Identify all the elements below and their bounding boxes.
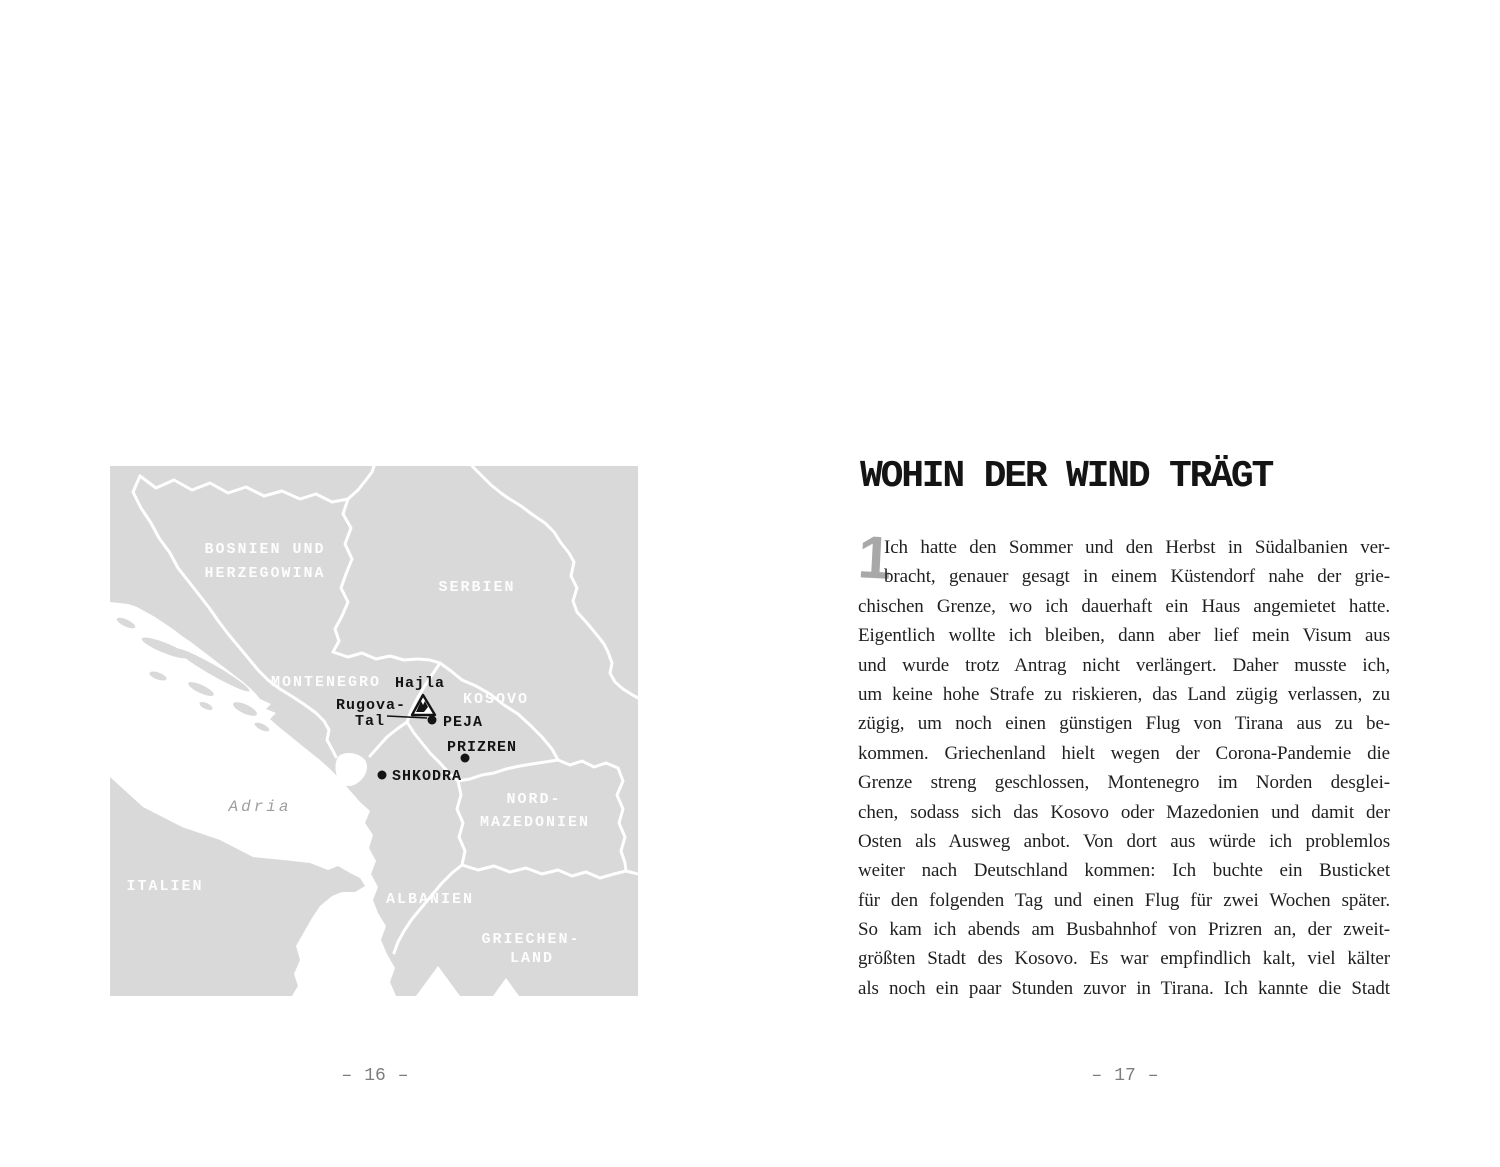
body-line: chen, sodass sich das Kosovo oder Mazedonien und damit der (858, 801, 1390, 823)
body-line: für den folgenden Tag und einen Flug für zwei Wochen später. (858, 889, 1390, 911)
label-prizren: PRIZREN (446, 739, 518, 756)
label-italien: ITALIEN (126, 878, 204, 895)
footer-dash: – (1091, 1066, 1103, 1086)
label-griechenland-line2: LAND (509, 950, 555, 967)
balkan-map (110, 466, 638, 996)
label-peja: PEJA (443, 714, 484, 731)
body-line: bracht, genauer gesagt in einem Küstendorf nahe der grie- (884, 566, 1390, 588)
label-hajla: Hajla (394, 675, 446, 692)
label-griechenland-line1: GRIECHEN- (481, 931, 581, 948)
body-line: So kam ich abends am Busbahnhof von Prizren an, der zweit- (858, 919, 1390, 941)
footer-dash: – (1147, 1066, 1159, 1086)
body-line: chischen Grenze, wo ich dauerhaft ein Haus angemietet hatte. (858, 595, 1390, 617)
city-dot-peja (428, 716, 437, 725)
body-line: um keine hohe Strafe zu riskieren, das Land zügig verlassen, zu (858, 683, 1390, 705)
label-rugova-line1: Rugova- (335, 697, 406, 714)
footer-dash: – (341, 1066, 353, 1086)
body-line: Osten als Ausweg anbot. Von dort aus würde ich problemlos (858, 830, 1390, 852)
page-number-value: 17 (1114, 1066, 1136, 1086)
body-line: als noch ein paar Stunden zuvor in Tirana. Ich kannte die Stadt (858, 977, 1390, 999)
chapter-number: 1 (856, 523, 894, 592)
page-number-left (341, 1066, 408, 1086)
label-nordmazedonien-line2: MAZEDONIEN (479, 814, 591, 831)
label-rugova-line2: Tal (354, 713, 385, 730)
body-line: kommen. Griechenland hielt wegen der Corona-Pandemie die (858, 742, 1390, 764)
label-bosnien-line2: HERZEGOWINA (204, 565, 326, 582)
body-paragraph (858, 533, 1390, 1003)
body-line: zügig, um noch einen günstigen Flug von Tirana aus zu be- (858, 713, 1390, 735)
label-serbien: SERBIEN (438, 579, 516, 596)
body-line: Eigentlich wollte ich bleiben, dann aber lief mein Visum aus (858, 625, 1390, 647)
label-bosnien-line1: BOSNIEN UND (204, 541, 326, 558)
label-kosovo: KOSOVO (462, 691, 530, 708)
label-montenegro: MONTENEGRO (270, 674, 382, 691)
footer-dash: – (397, 1066, 409, 1086)
chapter-heading: WOHIN DER WIND TRÄGT (860, 455, 1273, 498)
body-line: und wurde trotz Antrag nicht verlängert. Daher musste ich, (858, 654, 1390, 676)
balkan-map-svg (110, 466, 638, 996)
body-line: Ich hatte den Sommer und den Herbst in Südalbanien ver- (884, 537, 1390, 558)
body-line: größten Stadt des Kosovo. Es war empfindlich kalt, viel kälter (858, 948, 1390, 970)
body-line: Grenze streng geschlossen, Montenegro im Norden desglei- (858, 772, 1390, 794)
page-number-right (1091, 1066, 1158, 1086)
label-nordmazedonien-line1: NORD- (506, 791, 562, 808)
label-albanien: ALBANIEN (385, 891, 475, 908)
label-adria: Adria (228, 798, 292, 816)
page-number-value: 16 (364, 1066, 386, 1086)
label-shkodra: SHKODRA (392, 768, 463, 785)
city-dot-shkodra (378, 771, 387, 780)
body-line: weiter nach Deutschland kommen: Ich buchte ein Busticket (858, 860, 1390, 882)
